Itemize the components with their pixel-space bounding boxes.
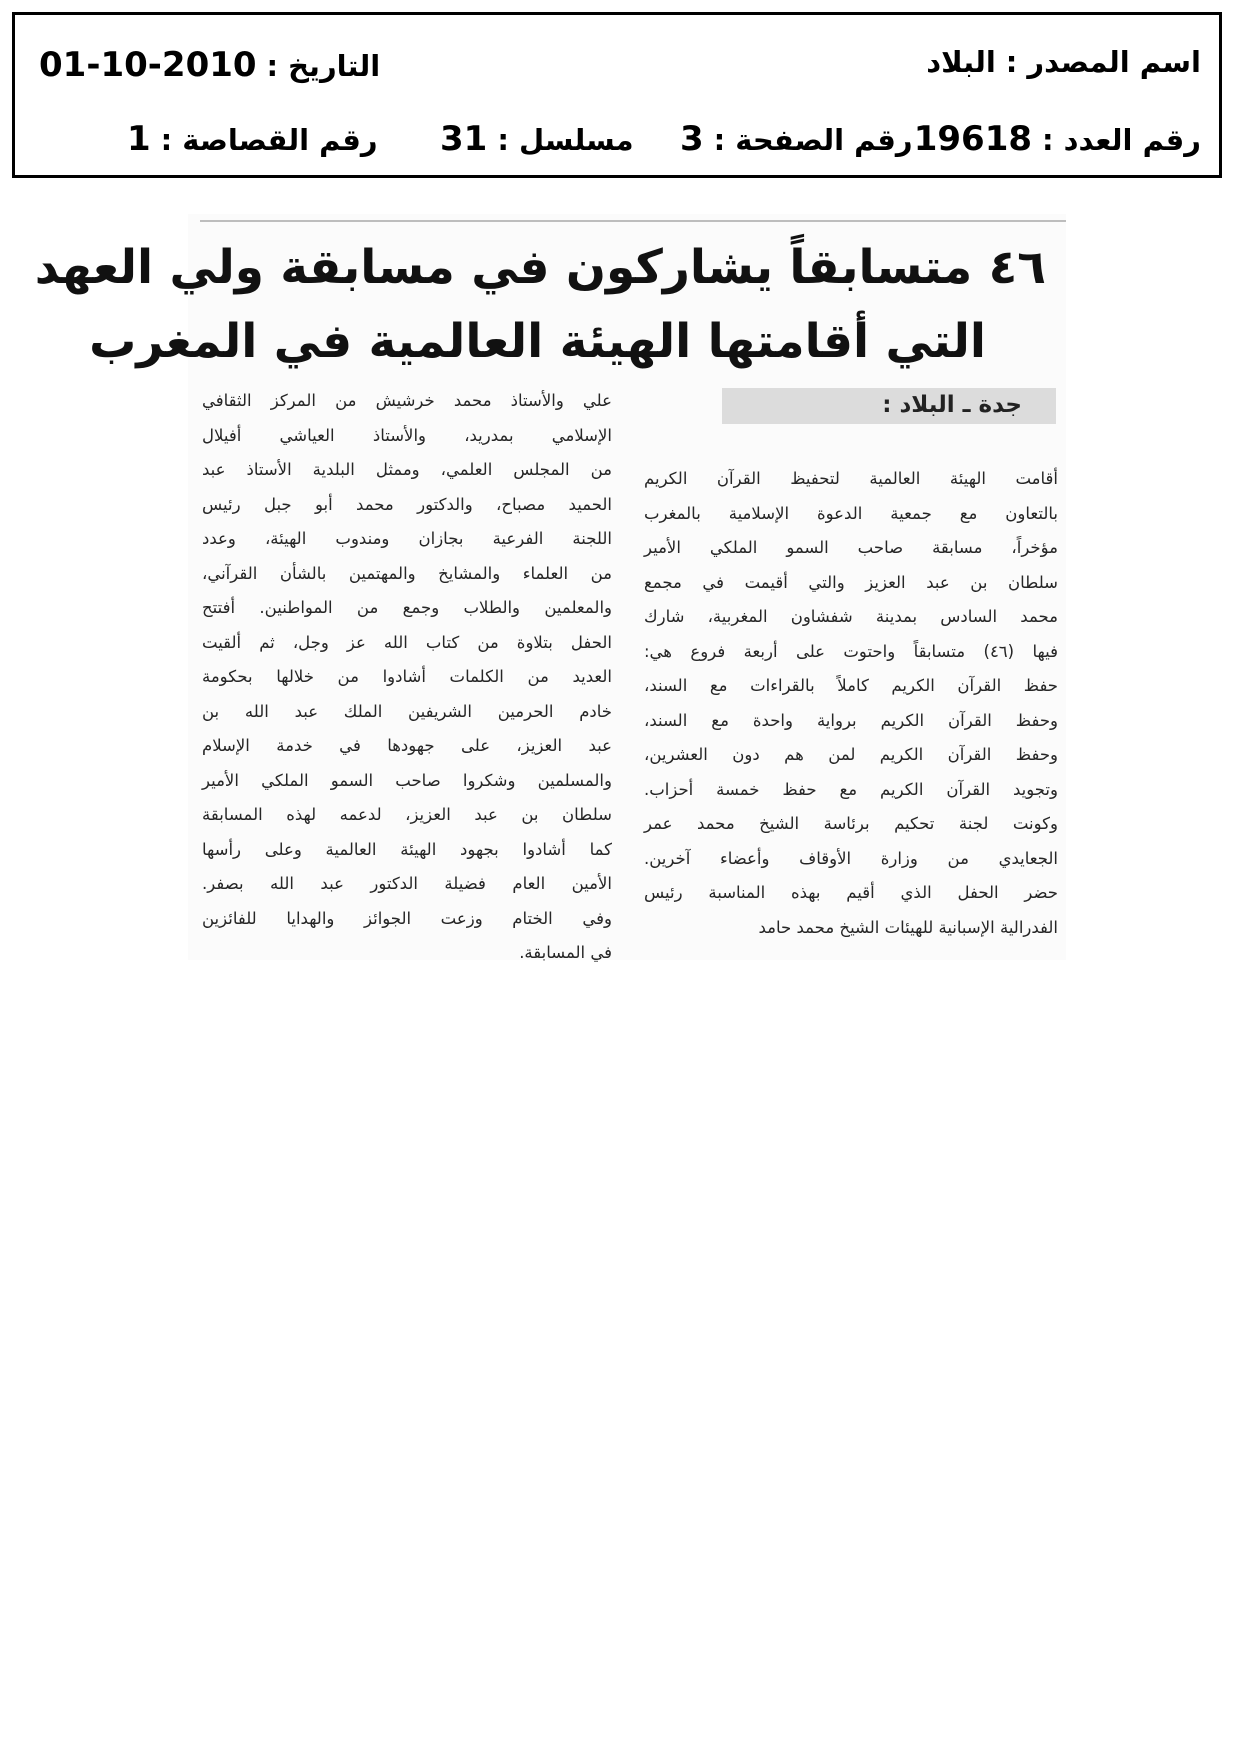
article-line: وكونت لجنة تحكيم برئاسة الشيخ محمد عمر xyxy=(644,814,1058,833)
article-line: عبد العزيز، على جهودها في خدمة الإسلام xyxy=(202,736,612,755)
article-line: الإسلامي بمدريد، والأستاذ العياشي أفيلال xyxy=(202,425,612,445)
article-line: الجعايدي من وزارة الأوقاف وأعضاء آخرين. xyxy=(644,848,1058,868)
article-line: سلطان بن عبد العزيز، لدعمه لهذه المسابقة xyxy=(202,805,612,824)
issue-value: 19618 xyxy=(913,119,1033,159)
article-line: مؤخراً، مسابقة صاحب السمو الملكي الأمير xyxy=(644,538,1058,557)
page-label: رقم الصفحة xyxy=(735,123,913,157)
article-line: الفدرالية الإسبانية للهيئات الشيخ محمد حامد xyxy=(758,917,1058,937)
article-line: خادم الحرمين الشريفين الملك عبد الله بن xyxy=(202,701,612,721)
article-line: سلطان بن عبد العزيز والتي أقيمت في مجمع xyxy=(644,572,1058,592)
article-line: اللجنة الفرعية بجازان ومندوب الهيئة، وعدد xyxy=(202,529,612,548)
headline-line-1: ٤٦ متسابقاً يشاركون في مسابقة ولي العهد xyxy=(34,240,1046,295)
separator: : xyxy=(497,123,509,157)
page-field xyxy=(680,119,913,159)
date-label: التاريخ xyxy=(288,49,381,83)
article-column-right xyxy=(644,462,1058,945)
article-line: وفي الختام وزعت الجوائز والهدايا للفائزين xyxy=(202,908,612,928)
serial-value: 31 xyxy=(440,119,488,159)
article-line: من العلماء والمشايخ والمهتمين بالشأن القرآني، xyxy=(202,563,612,583)
article-line: العديد من الكلمات أشادوا من خلالها بحكومة xyxy=(202,667,612,686)
dateline-bar xyxy=(722,388,1056,424)
article-line: حضر الحفل الذي أقيم بهذه المناسبة رئيس xyxy=(644,883,1058,902)
clip-number-value: 1 xyxy=(127,119,151,159)
date-value: 2010-10-01 xyxy=(39,45,257,85)
source-value: البلاد xyxy=(926,45,996,79)
page-value: 3 xyxy=(680,119,704,159)
article-line: وتجويد القرآن الكريم مع حفظ خمسة أحزاب. xyxy=(644,779,1058,799)
article-line: كما أشادوا بجهود الهيئة العالمية وعلى رأسها xyxy=(202,839,612,859)
dateline: جدة ـ البلاد : xyxy=(882,392,1022,418)
article-line: وحفظ القرآن الكريم برواية واحدة مع السند، xyxy=(644,710,1058,730)
separator: : xyxy=(1005,45,1018,79)
article-line: محمد السادس بمدينة شفشاون المغربية، شارك xyxy=(644,607,1058,626)
article-line: وحفظ القرآن الكريم لمن هم دون العشرين، xyxy=(644,745,1058,764)
source-label: اسم المصدر xyxy=(1027,45,1201,79)
article-line: الأمين العام فضيلة الدكتور عبد الله بصفر. xyxy=(202,874,612,893)
issue-field xyxy=(914,119,1201,159)
issue-label: رقم العدد xyxy=(1063,123,1201,157)
article-line: الحميد مصباح، والدكتور محمد أبو جبل رئيس xyxy=(202,494,612,514)
article-line: والمسلمين وشكروا صاحب السمو الملكي الأمير xyxy=(202,770,612,790)
source-field xyxy=(926,45,1201,79)
separator: : xyxy=(266,49,279,83)
serial-label: مسلسل xyxy=(518,123,634,157)
newspaper-clipping xyxy=(34,214,1066,962)
clip-number-field xyxy=(127,119,378,159)
top-rule xyxy=(200,220,1066,222)
headline-line-2: التي أقامتها الهيئة العالمية في المغرب xyxy=(89,314,986,369)
date-field xyxy=(39,45,380,85)
article-line: بالتعاون مع جمعية الدعوة الإسلامية بالمغرب xyxy=(644,503,1058,523)
clipping-metadata-box xyxy=(12,12,1222,178)
article-line: الحفل بتلاوة من كتاب الله عز وجل، ثم ألقيت xyxy=(202,632,612,652)
article-line: حفظ القرآن الكريم كاملاً بالقراءات مع السند، xyxy=(644,676,1058,695)
article-line: من المجلس العلمي، وممثل البلدية الأستاذ عبد xyxy=(202,460,612,479)
serial-field xyxy=(440,119,634,159)
article-line: علي والأستاذ محمد خرشيش من المركز الثقافي xyxy=(202,391,612,410)
separator: : xyxy=(1042,123,1054,157)
separator: : xyxy=(713,123,726,157)
article-line: أقامت الهيئة العالمية لتحفيظ القرآن الكريم xyxy=(644,469,1058,488)
article-line: والمعلمين والطلاب وجمع من المواطنين. أفتتح xyxy=(202,598,612,617)
article-line: في المسابقة. xyxy=(519,943,612,962)
separator: : xyxy=(160,123,173,157)
clip-number-label: رقم القصاصة xyxy=(182,123,378,157)
article-column-left xyxy=(202,384,612,971)
article-line: فيها (٤٦) متسابقاً واحتوت على أربعة فروع هي: xyxy=(644,641,1058,661)
